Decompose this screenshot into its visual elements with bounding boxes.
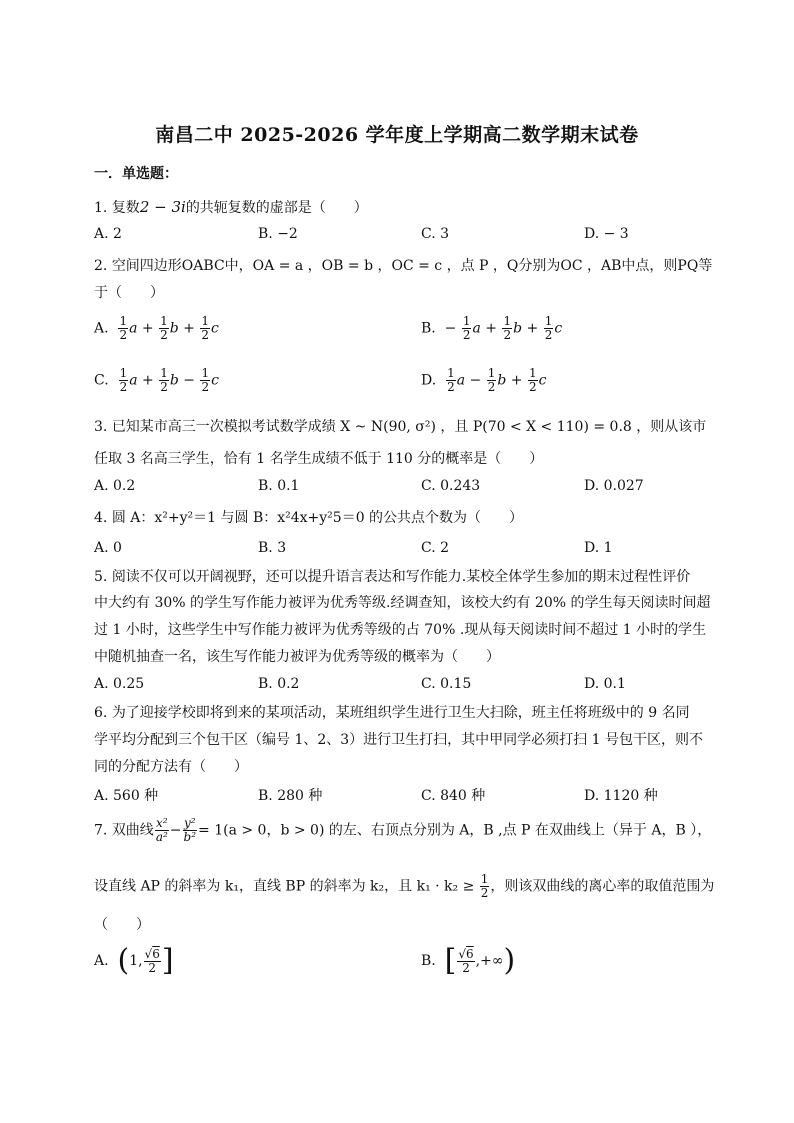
question-3-line-2: 任取 3 名高三学生，恰有 1 名学生成绩不低于 110 分的概率是（ ） (94, 451, 544, 467)
q3-option-c[interactable]: C. 0.243 (421, 478, 481, 494)
q1-option-b[interactable]: B. −2 (258, 226, 298, 242)
q2-option-c[interactable]: C. $\frac{1}{2}$ a + $\frac{1}{2}$ b − $\frac{1}{2}$ c (94, 366, 219, 394)
q6-option-b[interactable]: B. 280 种 (258, 788, 323, 804)
question-4: 4. 圆 A：x²+y²＝1 与圆 B：x²4x+y²5＝0 的公共点个数为（ ） (94, 510, 524, 526)
q2-option-b[interactable]: B. − $\frac{1}{2}$ a + $\frac{1}{2}$ b + $\frac{1}{2}$ c (421, 314, 563, 342)
question-7-line-2: 设直线 AP 的斜率为 k₁，直线 BP 的斜率为 k₂，且 k₁ · k₂ ≥ $\frac{1}{2}$ ，则该双曲线的离心率的取值范围为 (94, 872, 715, 900)
question-6-line-2: 学平均分配到三个包干区（编号 1、2、3）进行卫生打扫，其中甲同学必须打扫 1 号包干区，则不 (94, 732, 703, 748)
question-6-line-1: 6. 为了迎接学校即将到来的某项活动，某班组织学生进行卫生大扫除，班主任将班级中的 9 名同 (94, 705, 690, 721)
q5-option-a[interactable]: A. 0.25 (94, 676, 145, 692)
question-7-line-3: （ ） (94, 917, 150, 933)
question-5-line-2: 中大约有 30% 的学生写作能力被评为优秀等级.经调查知，该校大约有 20% 的学生每天阅读时间超 (94, 595, 711, 611)
question-2-line-2: 于（ ） (94, 285, 164, 301)
question-2-line-1: 2. 空间四边形OABC中，OA = a ，OB = b ，OC = c ，点 P ，Q分别为OC ，AB中点，则PQ等 (94, 258, 713, 274)
q5-option-b[interactable]: B. 0.2 (258, 676, 300, 692)
question-5-line-4: 中随机抽查一名，该生写作能力被评为优秀等级的概率为（ ） (94, 649, 500, 665)
q4-option-b[interactable]: B. 3 (258, 540, 287, 556)
q4-option-c[interactable]: C. 2 (421, 540, 450, 556)
page-title: 南昌二中 2025-2026 学年度上学期高二数学期末试卷 (155, 124, 639, 146)
q2-option-d[interactable]: D. $\frac{1}{2}$ a − $\frac{1}{2}$ b + $\frac{1}{2}$ c (421, 366, 547, 394)
question-7-line-1: 7. 双曲线 $\frac{\text{x²}}{\text{a²}}$ − $\frac{\text{y²}}{\text{b²}}$ = 1(a > 0，b > 0) 的左、右顶点分别为 A，B ,点 P 在双曲线上（异于 A，B ）， (94, 816, 712, 844)
x2-over-a2: $\frac{\text{x²}}{\text{a²}}$ (155, 816, 168, 844)
q1-option-a[interactable]: A. 2 (94, 226, 122, 242)
q3-option-b[interactable]: B. 0.1 (258, 478, 300, 494)
q3-option-a[interactable]: A. 0.2 (94, 478, 136, 494)
q5-option-d[interactable]: D. 0.1 (584, 676, 626, 692)
q1-option-d[interactable]: D. − 3 (584, 226, 629, 242)
q2-option-a[interactable]: A. $\frac{1}{2}$ a + $\frac{1}{2}$ b + $\frac{1}{2}$ c (94, 314, 219, 342)
q6-option-a[interactable]: A. 560 种 (94, 788, 159, 804)
question-5-line-1: 5. 阅读不仅可以开阔视野，还可以提升语言表达和写作能力.某校全体学生参加的期末过程性评价 (94, 569, 691, 585)
question-5-line-3: 过 1 小时，这些学生中写作能力被评为优秀等级的占 70% .现从每天阅读时间不超过 1 小时的学生 (94, 622, 707, 638)
q5-option-c[interactable]: C. 0.15 (421, 676, 472, 692)
section-heading: 一．单选题： (94, 166, 178, 182)
one-half: $\frac{1}{2}$ (480, 872, 489, 900)
y2-over-b2: $\frac{\text{y²}}{\text{b²}}$ (183, 816, 197, 844)
question-6-line-3: 同的分配方法有（ ） (94, 759, 248, 775)
q6-option-d[interactable]: D. 1120 种 (584, 788, 658, 804)
q4-option-a[interactable]: A. 0 (94, 540, 122, 556)
q7-option-b[interactable]: B. [ $\frac{√6}{2}$ ,+∞) (421, 943, 516, 978)
q6-option-c[interactable]: C. 840 种 (421, 788, 486, 804)
question-1: 1. 复数2 − 3i的共轭复数的虚部是（ ） (94, 198, 368, 216)
q4-option-d[interactable]: D. 1 (584, 540, 613, 556)
question-3-line-1: 3. 已知某市高三一次模拟考试数学成绩 X ~ N(90, σ²) ，且 P(70 < X < 110) = 0.8 ，则从该市 (94, 419, 707, 435)
q3-option-d[interactable]: D. 0.027 (584, 478, 644, 494)
q1-option-c[interactable]: C. 3 (421, 226, 450, 242)
q7-option-a[interactable]: A. (1, $\frac{√6}{2}$ ] (94, 943, 174, 978)
